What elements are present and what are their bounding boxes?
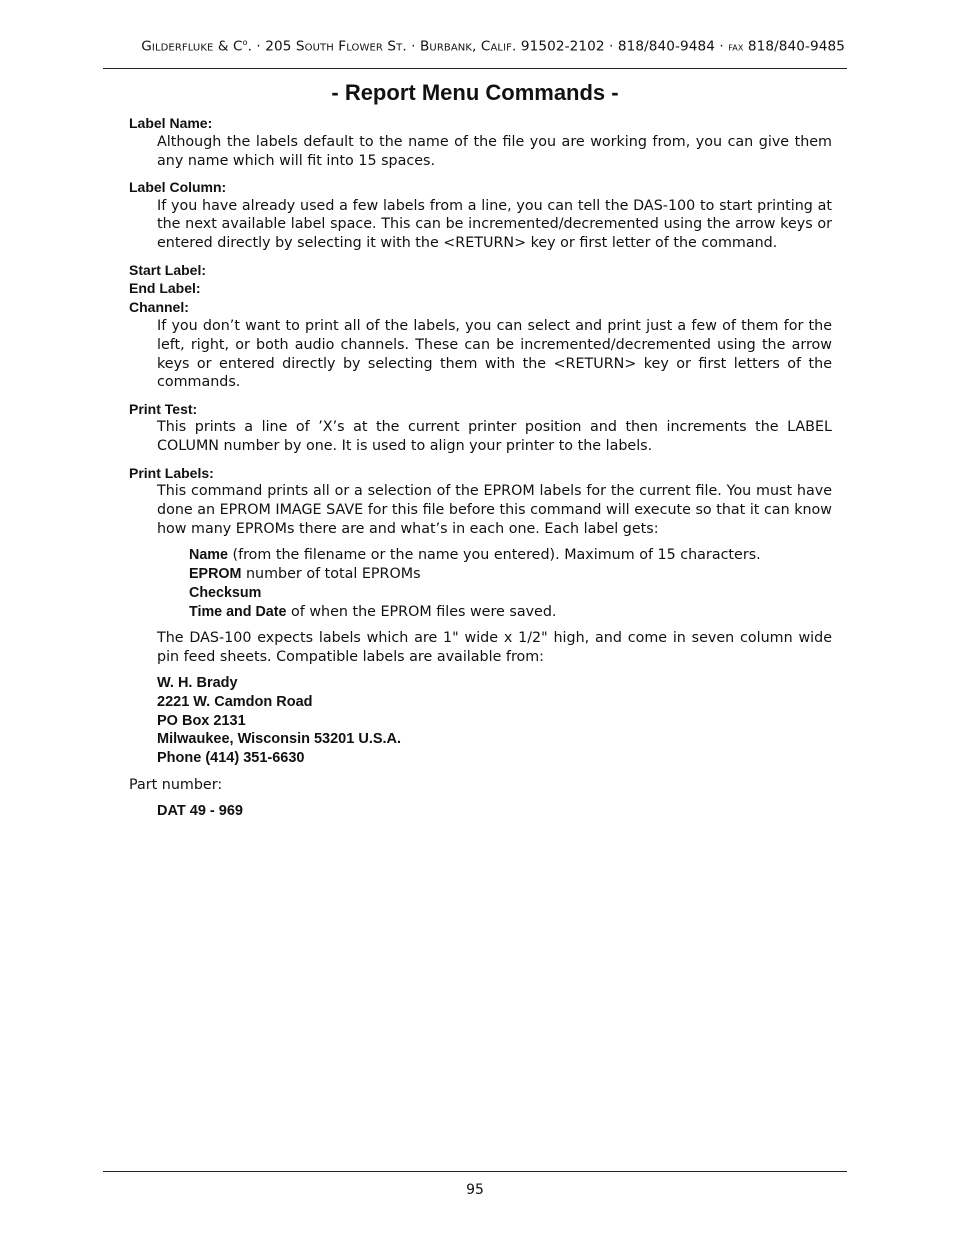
- item-text: number of total EPROMs: [241, 566, 421, 583]
- item-bold: EPROM: [189, 566, 242, 583]
- address-line: W. H. Brady: [157, 675, 238, 692]
- list-item: [189, 603, 832, 622]
- part-number: DAT 49 - 969: [157, 802, 243, 819]
- header-company-sup: o: [242, 38, 248, 47]
- address-line: Phone (414) 351-6630: [157, 750, 305, 767]
- part-number-label: Part number:: [129, 776, 223, 793]
- header-fax-label: fax: [728, 40, 744, 54]
- desc-label-name: Although the labels default to the name of the file you are working from, you can give them any name which will fit into 15 spaces.: [157, 133, 832, 169]
- desc-channel: If you don’t want to print all of the labels, you can select and print just a few of them for the left, right, or both audio channels. These can be incremented/decremented using the arrow keys or entered directly by selecting them with the <RETURN> key or first letters of the commands.: [157, 317, 832, 391]
- address-line: PO Box 2131: [157, 712, 246, 729]
- term-end-label: End Label:: [129, 280, 201, 297]
- item-bold: Name: [189, 547, 228, 564]
- footer-rule: [103, 1171, 847, 1172]
- term-channel: Channel:: [129, 299, 189, 316]
- header-company: Gilderfluke & C: [141, 38, 243, 55]
- address-line: 2221 W. Camdon Road: [157, 693, 313, 710]
- page-title: - Report Menu Commands -: [331, 80, 619, 105]
- list-item: [189, 584, 832, 603]
- list-item: [189, 565, 832, 584]
- label-contents-list: [189, 546, 832, 621]
- desc-print-labels: This command prints all or a selection of the EPROM labels for the current file. You must have done an EPROM IMAGE SAVE for this file before this command will execute so that it can know how many EPROMs there are and what’s in each one. Each label gets:: [157, 483, 832, 537]
- header-zip-phone: . 91502-2102 · 818/840-9484 ·: [511, 38, 729, 55]
- header-city: Burbank, Calif: [420, 38, 512, 55]
- header-sep-2: . ·: [402, 38, 420, 55]
- page-body: [129, 114, 832, 821]
- term-print-labels: Print Labels:: [129, 464, 214, 481]
- header-fax: 818/840-9485: [743, 38, 845, 55]
- header-rule: [103, 68, 847, 69]
- term-label-column: Label Column:: [129, 178, 227, 195]
- header-sep-1: . · 205: [247, 38, 296, 55]
- desc-label-size: The DAS-100 expects labels which are 1" wide x 1/2" high, and come in seven column wide pin feed sheets. Compatible labels are available from:: [157, 629, 832, 665]
- address-line: Milwaukee, Wisconsin 53201 U.S.A.: [157, 731, 402, 748]
- item-text: of when the EPROM files were saved.: [286, 603, 557, 620]
- term-label-name: Label Name:: [129, 115, 213, 131]
- list-item: [189, 546, 832, 565]
- term-start-label: Start Label:: [129, 261, 207, 278]
- item-text: (from the filename or the name you entered). Maximum of 15 characters.: [227, 547, 761, 564]
- header-street: South Flower St: [295, 38, 403, 55]
- item-bold: Time and Date: [189, 603, 287, 620]
- supplier-address: [129, 674, 832, 768]
- page-number: 95: [466, 1182, 484, 1198]
- term-print-test: Print Test:: [129, 400, 198, 417]
- item-bold: Checksum: [189, 584, 262, 601]
- page-header: [103, 38, 845, 55]
- desc-print-test: This prints a line of ’X’s at the current printer position and then increments the LABEL COLUMN number by one. It is used to align your printer to the labels.: [157, 419, 832, 455]
- desc-label-column: If you have already used a few labels from a line, you can tell the DAS-100 to start printing at the next available label space. This can be incremented/decremented using the arrow keys or entered directly by selecting it with the <RETURN> key or first letter of the command.: [157, 197, 832, 252]
